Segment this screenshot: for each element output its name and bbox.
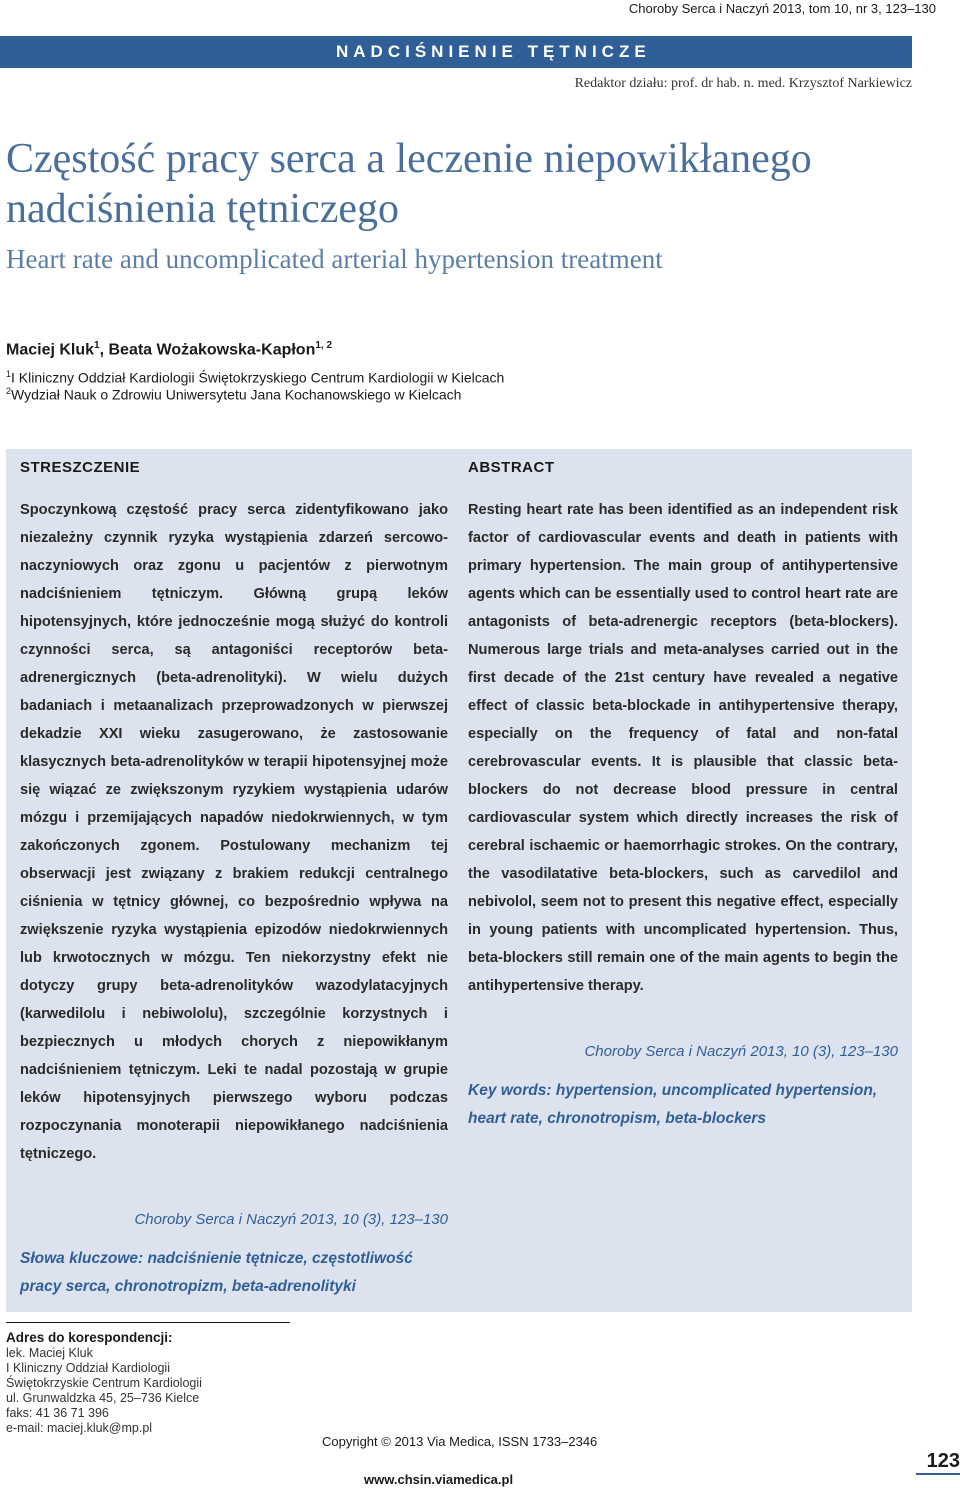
author-affiliation-mark: 1: [94, 340, 100, 351]
correspondence-address: [6, 1330, 202, 1436]
affiliation: $^1$I Kliniczny Oddział Kardiologii Świętokrzyskiego Centrum Kardiologii w Kielcach: [6, 369, 505, 386]
page-number: 123: [926, 1450, 960, 1472]
abstract-box: [6, 449, 912, 1312]
abstract-heading-polish: STRESZCZENIE: [20, 459, 141, 476]
correspondence-heading: Adres do korespondencji:: [6, 1330, 173, 1345]
abstract-text-english: Resting heart rate has been identified as an independent risk factor of cardiovascular events and death in patients with primary hypertension. The main group of antihypertensive agents which can be essentially used to control heart rate are antagonists of beta-adrenergic receptors (beta-blockers). Numerous large trials and meta-analyses carried out in the first decade of the 21st century have revealed a negative effect of classic beta-blockade in antihypertensive therapy, especially on the frequency of fatal and non-fatal cerebrovascular events. It is plausible that classic beta-blockers do not decrease blood pressure in central cardiovascular system which directly increases the risk of cerebral ischaemic or haemorrhagic strokes. On the contrary, the vasodilatative beta-blockers, such as carvedilol and nebivolol, seem not to present this negative effect, especially in young patients with uncomplicated hypertension. Thus, beta-blockers still remain one of the main agents to begin the antihypertensive therapy.: [468, 502, 898, 994]
correspondence-line: I Kliniczny Oddział Kardiologii: [6, 1361, 170, 1375]
correspondence-line: faks: 41 36 71 396: [6, 1406, 109, 1420]
page-number-rule: [916, 1473, 960, 1475]
article-title-polish: Częstość pracy serca a leczenie niepowikłanego nadciśnienia tętniczego: [6, 136, 812, 232]
author-name: Beata Wożakowska-Kapłon: [108, 341, 316, 359]
abstract-heading-english: ABSTRACT: [468, 459, 555, 476]
section-editor: Redaktor działu: prof. dr hab. n. med. Krzysztof Narkiewicz: [574, 76, 912, 91]
correspondence-line: ul. Grunwaldzka 45, 25–736 Kielce: [6, 1391, 200, 1405]
affiliation: $^2$Wydział Nauk o Zdrowiu Uniwersytetu Jana Kochanowskiego w Kielcach: [6, 386, 462, 403]
author-name: Maciej Kluk: [6, 341, 95, 359]
citation-polish: Choroby Serca i Naczyń 2013, 10 (3), 123–130: [134, 1211, 448, 1228]
journal-website: www.chsin.viamedica.pl: [364, 1472, 514, 1487]
running-head: Choroby Serca i Naczyń 2013, tom 10, nr 3, 123–130: [628, 1, 936, 16]
citation-english: Choroby Serca i Naczyń 2013, 10 (3), 123–130: [584, 1043, 898, 1060]
correspondence-divider: [6, 1322, 290, 1323]
abstract-text-polish: Spoczynkową częstość pracy serca zidentyfikowano jako niezależny czynnik ryzyka wystąpienia zdarzeń sercowo-naczyniowych oraz zgonu u pacjentów z pierwotnym nadciśnieniem tętniczym. Główną grupą leków hipotensyjnych, które jednocześnie mogą służyć do kontroli czynności serca, są antagoniści receptorów beta-adrenergicznych (beta-adrenolityki). W wielu dużych badaniach i metaanalizach przeprowadzonych w pierwszej dekadzie XXI wieku zasugerowano, że zastosowanie klasycznych beta-adrenolityków w terapii hipotensyjnej może się wiązać ze zwiększonym ryzykiem wystąpienia udarów mózgu i przemijających napadów niedokrwiennych, w tym zakończonych zgonem. Postulowany mechanizm tej obserwacji jest związany z brakiem redukcji centralnego ciśnienia w tętnicy głównej, co bezpośrednio wpływa na zwiększenie ryzyka wystąpienia epizodów niedokrwiennych lub krwotocznych w mózgu. Ten niekorzystny efekt nie dotyczy grupy beta-adrenolityków wazodylatacyjnych (karwedilolu i nebiwololu), szczególnie korzystnych i bezpiecznych u młodych chorych z niepowikłanym nadciśnieniem tętniczym. Leki te nadal pozostają w grupie leków hipotensyjnych pierwszego wyboru podczas rozpoczynania monoterapii niepowikłanego nadciśnienia tętniczego.: [20, 502, 448, 1162]
copyright-notice: Copyright © 2013 Via Medica, ISSN 1733–2346: [322, 1434, 598, 1449]
section-label: NADCIŚNIENIE TĘTNICZE: [336, 42, 651, 61]
keywords-polish: Słowa kluczowe: nadciśnienie tętnicze, częstotliwość pracy serca, chronotropizm, beta-adrenolityki: [20, 1250, 413, 1295]
correspondence-email: e-mail: maciej.kluk@mp.pl: [6, 1421, 153, 1435]
keywords-english: Key words: hypertension, uncomplicated hypertension, heart rate, chronotropism, beta-blockers: [468, 1082, 878, 1127]
correspondence-line: Świętokrzyskie Centrum Kardiologii: [6, 1376, 202, 1390]
author-list: Maciej Kluk$^1$, Beata Wożakowska-Kapłon$^{1, 2}$: [6, 340, 333, 359]
section-banner: [0, 36, 912, 68]
article-title-english: Heart rate and uncomplicated arterial hypertension treatment: [6, 244, 663, 274]
correspondence-line: lek. Maciej Kluk: [6, 1346, 93, 1360]
author-affiliation-mark: 1, 2: [315, 340, 333, 351]
